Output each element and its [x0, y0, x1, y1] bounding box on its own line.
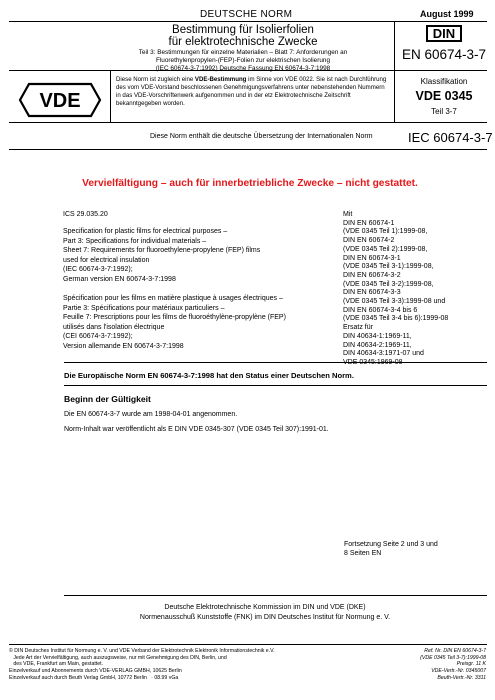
footer-ref-line: (VDE 0345 Teil 3-7):1999-08 [420, 654, 486, 661]
main-title [112, 24, 374, 73]
gueltigkeit-line: Die EN 60674-3-7 wurde am 1998-04-01 angenommen. [64, 411, 238, 418]
din-number: EN 60674-3-7 [401, 47, 487, 62]
title-line-1: Bestimmung für Isolierfolien [172, 24, 314, 36]
din-logo: DIN [426, 25, 462, 42]
vde-rule [9, 122, 487, 123]
fortsetzung-note [344, 540, 438, 558]
iec-statement: Diese Norm enthält die deutsche Übersetzung der Internationalen Norm [150, 133, 373, 140]
dke-line: Deutsche Elektrotechnische Kommission im DIN und VDE (DKE) [164, 604, 366, 611]
mit-line: (VDE 0345 Teil 3-1):1999-08, [343, 263, 434, 271]
header-date: August 1999 [420, 9, 474, 19]
french-line: Version allemande EN 60674-3-7:1998 [63, 342, 184, 350]
header-title: DEUTSCHE NORM [200, 9, 293, 20]
english-line: Specification for plastic films for electrical purposes – [63, 228, 228, 235]
fortsetzung-line: 8 Seiten EN [344, 550, 382, 557]
french-line: Partie 3: Spécifications pour matériaux particuliers – [63, 304, 225, 312]
gueltigkeit-rule [64, 385, 487, 386]
klassifikation-teil: Teil 3-7 [431, 107, 457, 116]
mit-replaces-list [343, 211, 448, 368]
french-line: utilisés dans l'isolation électrique [63, 323, 165, 331]
mit-line: (VDE 0345 Teil 1):1999-08, [343, 228, 428, 236]
subtitle-line: Fluorethylenpropylen-(FEP)-Folien zur elektrischen Isolierung [155, 57, 331, 64]
footer-line: des VDE, Frankfurt am Main, gestattet. [9, 661, 103, 668]
mit-line: Ersatz für [343, 324, 373, 332]
footer-line: Einzelverkauf auch durch Beuth Verlag GmbH, 10772 Berlin · 08.99 vGa [9, 674, 179, 681]
english-line: (IEC 60674-3-7:1992); [63, 266, 133, 274]
title-rule [9, 70, 487, 71]
iec-number: IEC 60674-3-7 [408, 130, 493, 145]
footer-rule [9, 644, 487, 645]
mit-line: (VDE 0345 Teil 3-4 bis 6):1999-08 [343, 315, 449, 323]
footer-ref-line: Beuth-Vertr.-Nr. 3311 [437, 674, 486, 681]
mit-line: VDE 0345:1969-08 [343, 358, 403, 366]
french-line: (CEI 60674-3-7:1992); [63, 333, 133, 341]
vde-logo-mark [18, 80, 102, 120]
mit-line: DIN EN 60674-1 [343, 219, 395, 227]
english-line: Sheet 7: Requirements for fluoroethylene-propylene (FEP) films [63, 247, 261, 255]
footer-copyright [9, 648, 275, 682]
mit-line: Mit [343, 211, 353, 218]
footer-ref-line: Preisgr. 11 K [456, 661, 486, 668]
header-rule [9, 21, 487, 22]
english-line: Part 3: Specifications for individual materials – [63, 237, 207, 245]
english-title [63, 227, 333, 285]
mit-line: DIN EN 60674-3-1 [343, 254, 401, 262]
title-line-2: für elektrotechnische Zwecke [168, 36, 318, 48]
english-line: German version EN 60674-3-7:1998 [63, 275, 176, 283]
subtitle-line: Teil 3: Bestimmungen für einzelne Materialien – Blatt 7: Anforderungen an [138, 49, 348, 56]
english-line: used for electrical insulation [63, 256, 150, 264]
footer-line: Einzelverkauf und Abonnements durch VDE-VERLAG GMBH, 10625 Berlin [9, 668, 182, 675]
mit-line: DIN 40634-3:1971-07 und [343, 350, 424, 358]
french-title [63, 294, 333, 352]
mit-line: DIN EN 60674-3-2 [343, 271, 401, 279]
mit-line: DIN EN 60674-3-3 [343, 289, 401, 297]
vde-logo [18, 80, 102, 120]
gueltigkeit-line: Norm-Inhalt war veröffentlicht als E DIN VDE 0345-307 (VDE 0345 Teil 307):1991-01. [64, 426, 329, 433]
status-statement: Die Europäische Norm EN 60674-3-7:1998 hat den Status einer Deutschen Norm. [64, 371, 354, 380]
mit-line: (VDE 0345 Teil 3-2):1999-08, [343, 280, 434, 288]
dke-line: Normenausschuß Kunststoffe (FNK) im DIN Deutsches Institut für Normung e. V. [139, 613, 391, 621]
vde-note: Diese Norm ist zugleich eine VDE-Bestimmung im Sinne von VDE 0022. Sie ist nach Durchführung des vom VDE-Vorstand beschlossenen Genehmigungsverfahrens unter nebenstehenden Nummern in das VDE-Vorschriftenwerk aufgenommen und in der etz Elektrotechnische Zeitschrift bekanntgegeben worden. [116, 76, 387, 107]
dke-committee [100, 603, 430, 622]
footer-ref-line: Ref. Nr. DIN EN 60674-3-7 [424, 648, 486, 654]
footer-line: © DIN Deutsches Institut für Normung e. V. und VDE Verband der Elektrotechnik Elektronik Informationstechnik e.V. [9, 648, 275, 654]
footer-reference [380, 648, 486, 682]
ics-code: ICS 29.035.20 [63, 211, 108, 218]
french-line: Feuille 7: Prescriptions pour les films de fluoroéthylène-propylène (FEP) [63, 314, 286, 322]
mit-line: (VDE 0345 Teil 2):1999-08, [343, 245, 428, 253]
mit-line: (VDE 0345 Teil 3-3):1999-08 und [343, 298, 446, 306]
fortsetzung-line: Fortsetzung Seite 2 und 3 und [344, 541, 438, 548]
mit-line: DIN EN 60674-2 [343, 237, 395, 245]
status-rule [64, 362, 487, 363]
vde-divider [110, 70, 111, 122]
iec-rule [9, 149, 487, 150]
mit-line: DIN EN 60674-3-4 bis 6 [343, 306, 418, 314]
svg-text:VDE: VDE [39, 90, 81, 112]
subtitle-line: (IEC 60674-3-7:1992) Deutsche Fassung EN 60674-3-7:1998 [155, 65, 331, 72]
french-line: Spécification pour les films en matière plastique à usages électriques – [63, 295, 283, 302]
gueltigkeit-heading: Beginn der Gültigkeit [64, 394, 151, 404]
footer-line: Jede Art der Vervielfältigung, auch auszugsweise, nur mit Genehmigung des DIN, Berlin, und [9, 654, 227, 661]
mit-line: DIN 40634-1:1969-11, [343, 332, 412, 340]
footer-ref-line: VDE-Vertr.-Nr. 0345007 [431, 668, 486, 675]
klassifikation-label: Klassifikation [420, 77, 468, 86]
mit-line: DIN 40634-2:1969-11, [343, 341, 412, 349]
klassifikation-number: VDE 0345 [415, 89, 473, 103]
copyright-notice: Vervielfältigung – auch für innerbetriebliche Zwecke – nicht gestattet. [82, 178, 418, 189]
dke-rule [64, 595, 487, 596]
